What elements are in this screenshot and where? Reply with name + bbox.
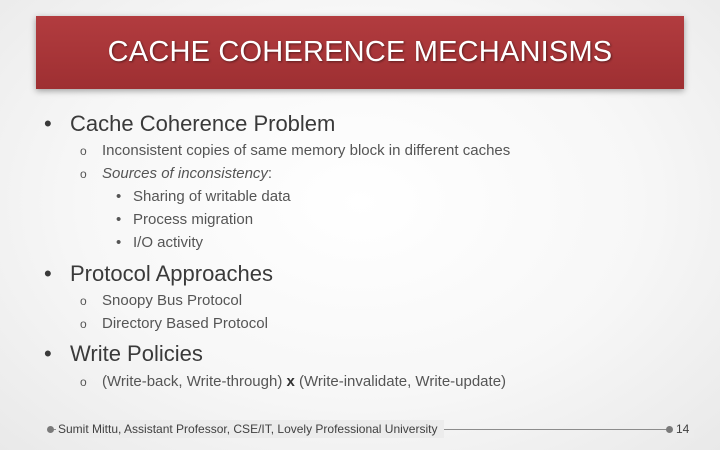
bullet-icon: • <box>44 261 52 286</box>
circle-bullet-icon: o <box>80 144 87 158</box>
list-item: o Inconsistent copies of same memory block in different caches <box>80 142 511 159</box>
bullet-icon: • <box>116 211 122 228</box>
sub-list-item: • I/O activity <box>116 234 204 251</box>
circle-bullet-icon: o <box>80 167 87 181</box>
list-item: o (Write-back, Write-through) x (Write-invalidate, Write-update) <box>80 373 507 390</box>
circle-bullet-icon: o <box>80 317 87 331</box>
footer-left-dot-icon <box>47 426 54 433</box>
footer-author: Sumit Mittu, Assistant Professor, CSE/IT, Lovely Professional University <box>58 422 438 436</box>
slide-title: CACHE COHERENCE MECHANISMS <box>107 36 613 68</box>
bullet-icon: • <box>116 234 122 251</box>
bullet-icon: • <box>44 111 52 136</box>
section-heading-cache-coherence-problem: • Cache Coherence Problem <box>44 111 336 136</box>
circle-bullet-icon: o <box>80 375 87 389</box>
bullet-icon: • <box>44 341 52 366</box>
bullet-icon: • <box>116 188 122 205</box>
page-number: 14 <box>676 422 690 436</box>
section-heading-protocol-approaches: • Protocol Approaches <box>44 261 274 286</box>
sub-list-item: • Sharing of writable data <box>116 188 291 205</box>
list-item: o Sources of inconsistency: <box>80 165 273 182</box>
list-item: o Directory Based Protocol <box>80 315 268 332</box>
slide-title-bar <box>36 16 684 89</box>
list-item: o Snoopy Bus Protocol <box>80 292 243 309</box>
circle-bullet-icon: o <box>80 294 87 308</box>
sub-list-item: • Process migration <box>116 211 254 228</box>
footer-right-dot-icon <box>666 426 673 433</box>
section-heading-write-policies: • Write Policies <box>44 341 203 366</box>
